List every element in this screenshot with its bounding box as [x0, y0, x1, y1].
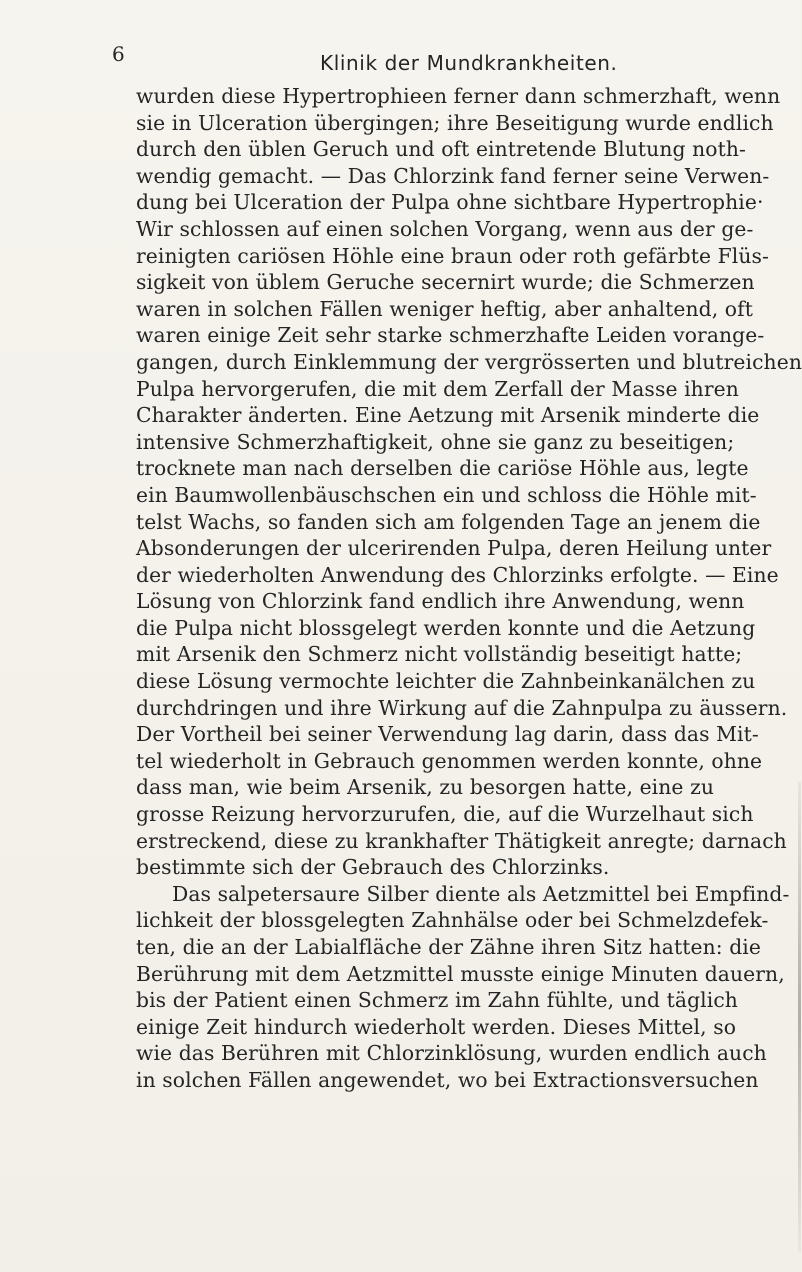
- text-line: der wiederholten Anwendung des Chlorzinks erfolgte. — Eine: [136, 562, 779, 587]
- text-line: durchdringen und ihre Wirkung auf die Zahnpulpa zu äussern.: [136, 695, 788, 720]
- text-line: intensive Schmerzhaftigkeit, ohne sie ganz zu beseitigen;: [136, 429, 735, 454]
- text-line: ten, die an der Labialfläche der Zähne ihren Sitz hatten: die: [136, 935, 761, 959]
- text-line: dung bei Ulceration der Pulpa ohne sichtbare Hypertrophie·: [136, 190, 764, 215]
- text-line: diese Lösung vermochte leichter die Zahnbeinkanälchen zu: [136, 669, 756, 694]
- text-line: wendig gemacht. — Das Chlorzink fand ferner seine Verwen-: [136, 163, 770, 188]
- text-line: erstreckend, diese zu krankhafter Thätigkeit anregte; darnach: [136, 828, 787, 853]
- text-line: Berührung mit dem Aetzmittel musste einige Minuten dauern,: [136, 961, 785, 986]
- text-line: telst Wachs, so fanden sich am folgenden Tage an jenem die: [136, 509, 761, 534]
- text-line: tel wiederholt in Gebrauch genommen werden konnte, ohne: [136, 748, 763, 773]
- running-head: Klinik der Mundkrankheiten.: [320, 51, 618, 75]
- text-line: bis der Patient einen Schmerz im Zahn fühlte, und täglich: [136, 988, 738, 1013]
- text-line: die Pulpa nicht blossgelegt werden konnte und die Aetzung: [136, 615, 756, 640]
- text-line: einige Zeit hindurch wiederholt werden. Dieses Mittel, so: [136, 1014, 737, 1039]
- text-line: wie das Berühren mit Chlorzinklösung, wurden endlich auch: [136, 1041, 767, 1066]
- page-edge-shadow: [798, 782, 801, 1252]
- text-line: Der Vortheil bei seiner Verwendung lag darin, dass das Mit-: [136, 722, 759, 747]
- text-line: ein Baumwollenbäuschschen ein und schloss die Höhle mit-: [136, 482, 757, 507]
- text-line: sie in Ulceration übergingen; ihre Beseitigung wurde endlich: [136, 110, 774, 135]
- text-line: Lösung von Chlorzink fand endlich ihre Anwendung, wenn: [136, 589, 745, 614]
- text-line: gangen, durch Einklemmung der vergrösserten und blutreichen: [136, 349, 802, 374]
- text-line: Pulpa hervorgerufen, die mit dem Zerfall der Masse ihren: [136, 376, 739, 401]
- page-number: 6: [112, 42, 125, 66]
- text-line: lichkeit der blossgelegten Zahnhälse oder bei Schmelzdefek-: [136, 908, 769, 933]
- text-line: waren einige Zeit sehr starke schmerzhafte Leiden vorange-: [136, 323, 765, 348]
- text-line: Charakter änderten. Eine Aetzung mit Arsenik minderte die: [136, 403, 760, 428]
- body-text: [136, 83, 802, 1094]
- text-line: durch den üblen Geruch und oft eintretende Blutung noth-: [136, 137, 746, 162]
- text-line: grosse Reizung hervorzurufen, die, auf die Wurzelhaut sich: [136, 802, 754, 827]
- text-line: Wir schlossen auf einen solchen Vorgang, wenn aus der ge-: [136, 216, 754, 241]
- text-line: waren in solchen Fällen weniger heftig, aber anhaltend, oft: [136, 296, 753, 321]
- text-line: wurden diese Hypertrophieen ferner dann schmerzhaft, wenn: [136, 84, 781, 108]
- text-line: Absonderungen der ulcerirenden Pulpa, deren Heilung unter: [136, 536, 772, 561]
- text-line: in solchen Fällen angewendet, wo bei Extractionsversuchen: [136, 1067, 759, 1092]
- text-line: reinigten cariösen Höhle eine braun oder roth gefärbte Flüs-: [136, 243, 770, 268]
- text-line: sigkeit von üblem Geruche secernirt wurde; die Schmerzen: [136, 270, 755, 295]
- text-line: Das salpetersaure Silber diente als Aetzmittel bei Empfind-: [172, 881, 790, 906]
- text-line: trocknete man nach derselben die cariöse Höhle aus, legte: [136, 456, 749, 481]
- text-line: mit Arsenik den Schmerz nicht vollständig beseitigt hatte;: [136, 642, 743, 667]
- text-line: bestimmte sich der Gebrauch des Chlorzinks.: [136, 855, 610, 880]
- text-line: dass man, wie beim Arsenik, zu besorgen hatte, eine zu: [136, 775, 715, 800]
